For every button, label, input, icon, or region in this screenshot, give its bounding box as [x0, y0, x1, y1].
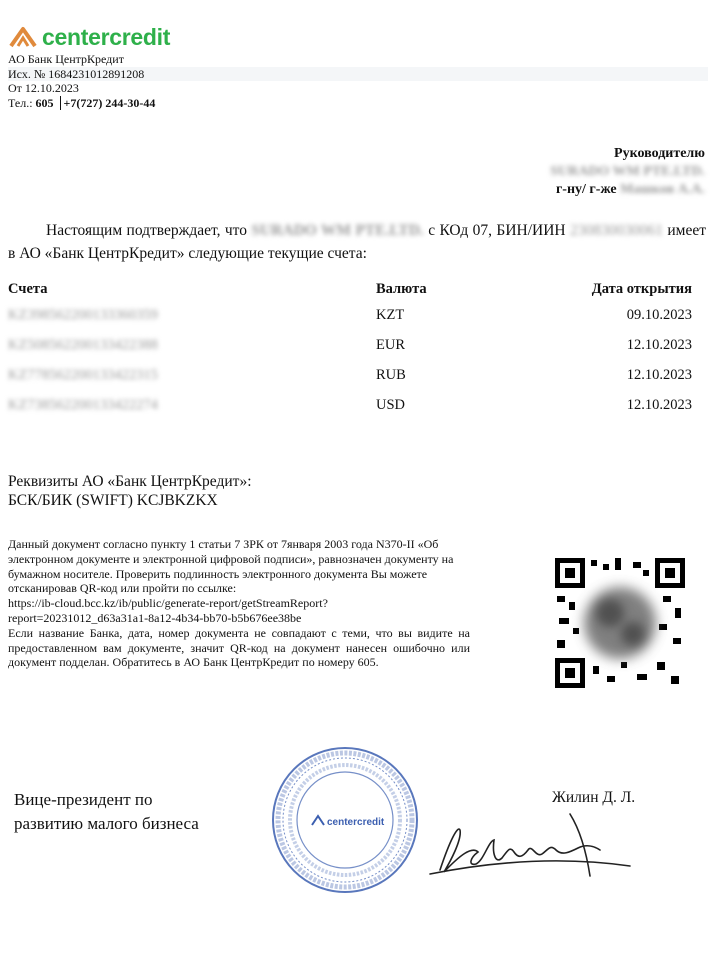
stamp-logo-text: centercredit: [327, 817, 385, 828]
signatory-name: Жилин Д. Л.: [552, 789, 636, 806]
table-row: [8, 360, 692, 390]
bank-name: АО Банк ЦентрКредит: [8, 52, 124, 66]
handwritten-signature-icon: [410, 800, 640, 890]
notice-paragraph-2: Если название Банка, дата, номер документа не совпадают с теми, что вы видите на предоставленном вам документе, значит QR-код на документ нанесен ошибочно или документ подделан. Обратитесь в АО Банк ЦентрКредит по номеру 605.: [8, 625, 470, 670]
account-number: KZ738562200133422274: [8, 396, 158, 413]
header-opened: Дата открытия: [591, 280, 692, 297]
position-line-2: развитию малого бизнеса: [14, 814, 199, 833]
table-row: [8, 390, 692, 420]
account-number: KZ778562200133422315: [8, 366, 158, 383]
account-currency: RUB: [376, 366, 406, 383]
confirmation-paragraph: [8, 219, 706, 265]
account-opened: 09.10.2023: [626, 306, 692, 323]
legal-notice: [8, 537, 470, 670]
table-row: [8, 330, 692, 360]
account-currency: USD: [376, 396, 406, 413]
verification-link[interactable]: [8, 596, 470, 626]
link-line-2[interactable]: report=20231012_d63a31a1-8a12-4b34-bb70-b5b676ee38be: [8, 610, 302, 625]
client-company: SURADO WM PTE.LTD.: [251, 222, 424, 239]
position-line-1: Вице-президент по: [14, 790, 153, 809]
recipient-salutation: г-ну/ г-же: [555, 182, 617, 197]
table-row: [8, 300, 692, 330]
qr-code-icon[interactable]: [555, 558, 685, 688]
phone-line: [8, 96, 708, 111]
phone-full: +7(727) 244-30-44: [63, 95, 156, 110]
account-currency: EUR: [376, 336, 405, 353]
account-opened: 12.10.2023: [626, 366, 692, 383]
phone-label: Тел.:: [8, 95, 33, 110]
logo-text: centercredit: [42, 24, 171, 50]
account-number: KZ508562200133422388: [8, 336, 158, 353]
notice-paragraph-1: Данный документ согласно пункту 1 статьи 7 ЗРК от 7января 2003 года N370-II «Об электронном документе и электронной цифровой подписи», равнозначен документу на бумажном носителе. Проверить подлинность электронного документа Вы можете отсканировав QR-код или пройти по ссылке:: [8, 537, 454, 596]
account-number: KZ398562200133360359: [8, 306, 158, 323]
accounts-table: [8, 278, 692, 420]
intro-text-b: с КОд 07, БИН/ИИН: [428, 222, 566, 239]
link-line-1[interactable]: https://ib-cloud.bcc.kz/ib/public/generate-report/getStreamReport?: [8, 596, 328, 611]
header-block: [8, 52, 708, 110]
phone-short: 605: [35, 95, 54, 110]
recipient-person: Машков А.А.: [620, 182, 705, 197]
account-opened: 12.10.2023: [626, 336, 692, 353]
header-currency: Валюта: [376, 280, 427, 297]
bank-stamp-icon: [270, 745, 420, 895]
bank-logo: [8, 24, 170, 51]
header-accounts: Счета: [8, 280, 48, 297]
recipient-block: [550, 145, 705, 199]
requisites-block: [8, 472, 252, 510]
recipient-title: Руководителю: [614, 146, 705, 161]
ref-number: Исх. № 1684231012891208: [8, 67, 708, 82]
table-header-row: [8, 278, 692, 300]
centercredit-logo-icon: [8, 26, 38, 50]
swift-code: БСК/БИК (SWIFT) KCJBKZKX: [8, 492, 218, 509]
intro-text-c: имеет в АО «Банк ЦентрКредит» следующие текущие счета:: [8, 222, 707, 262]
doc-date: От 12.10.2023: [8, 81, 79, 95]
recipient-company: SURADO WM PTE.LTD.: [550, 164, 705, 179]
requisites-title: Реквизиты АО «Банк ЦентрКредит»:: [8, 473, 252, 490]
intro-text-a: Настоящим подтверждает, что: [46, 222, 247, 239]
client-bin: 230830030061: [570, 222, 663, 239]
signatory-position: [14, 788, 199, 836]
account-currency: KZT: [376, 306, 405, 323]
account-opened: 12.10.2023: [626, 396, 692, 413]
